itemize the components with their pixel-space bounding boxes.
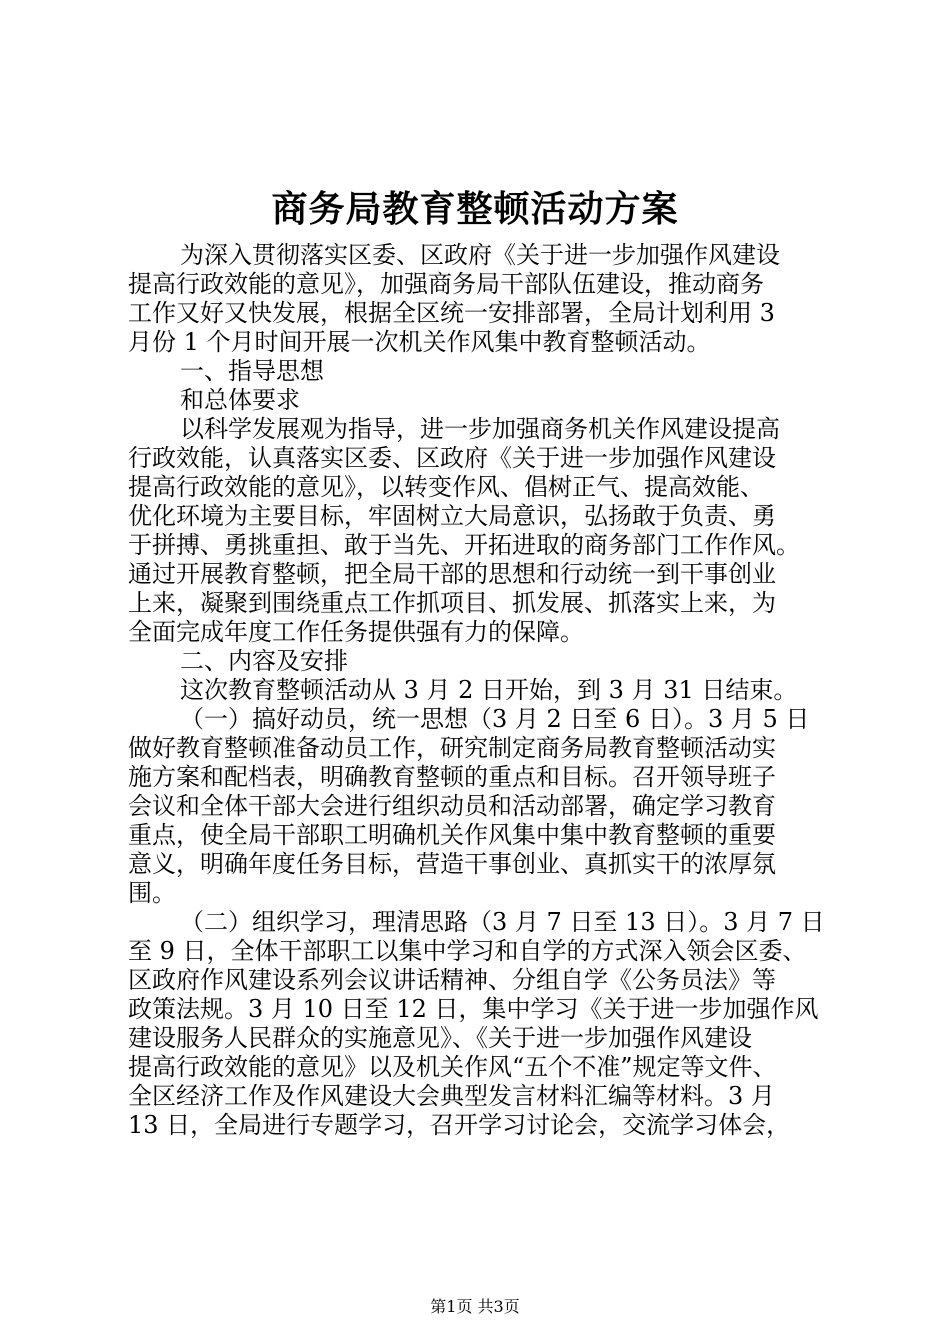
text-line: 会议和全体干部大会进行组织动员和活动部署，确定学习教育	[128, 792, 776, 820]
text-line: 通过开展教育整顿，把全局干部的思想和行动统一到干事创业	[128, 560, 776, 588]
text-line: （一）搞好动员，统一思想（3 月 2 日至 6 日）。3 月 5 日	[180, 705, 810, 733]
text-line: 政策法规。3 月 10 日至 12 日，集中学习《关于进一步加强作风	[128, 995, 819, 1023]
text-line: 13 日，全局进行专题学习，召开学习讨论会，交流学习体会，	[128, 1111, 791, 1139]
paragraph-schedule	[128, 676, 828, 705]
text-line: 二、内容及安排	[180, 647, 348, 675]
section-heading-content	[128, 647, 828, 676]
text-line: 全区经济工作及作风建设大会典型发言材料汇编等材料。3 月	[128, 1082, 775, 1110]
text-line: 至 9 日，全体干部职工以集中学习和自学的方式深入领会区委、	[128, 937, 807, 965]
section-heading-guiding	[128, 357, 828, 415]
text-line: 为深入贯彻落实区委、区政府《关于进一步加强作风建设	[180, 241, 780, 269]
text-line: 一、指导思想	[180, 357, 324, 385]
text-line: 于拼搏、勇挑重担、敢于当先、开拓进取的商务部门工作作风。	[128, 531, 800, 559]
text-line: 全面完成年度工作任务提供强有力的保障。	[128, 618, 584, 646]
text-line: 提高行政效能的意见》以及机关作风“五个不准”规定等文件、	[128, 1053, 777, 1081]
text-line: 和总体要求	[180, 386, 300, 414]
text-line: 提高行政效能的意见》，加强商务局干部队伍建设，推动商务	[128, 270, 764, 298]
text-line: 重点，使全局干部职工明确机关作风集中集中教育整顿的重要	[128, 821, 776, 849]
text-line: 施方案和配档表，明确教育整顿的重点和目标。召开领导班子	[128, 763, 776, 791]
paragraph-study	[128, 908, 828, 1140]
text-line: 工作又好又快发展，根据全区统一安排部署，全局计划利用 3	[128, 299, 775, 327]
paragraph-mobilize	[128, 705, 828, 908]
document-title: 商务局教育整顿活动方案	[271, 188, 679, 230]
text-line: 行政效能，认真落实区委、区政府《关于进一步加强作风建设	[128, 444, 776, 472]
text-line: 做好教育整顿准备动员工作，研究制定商务局教育整顿活动实	[128, 734, 776, 762]
text-line: 月份 1 个月时间开展一次机关作风集中教育整顿活动。	[128, 328, 711, 356]
paragraph-guiding	[128, 415, 828, 647]
text-line: 区政府作风建设系列会议讲话精神、分组自学《公务员法》等	[128, 966, 776, 994]
text-line: 提高行政效能的意见》，以转变作风、倡树正气、提高效能、	[128, 473, 764, 501]
paragraph-intro	[128, 241, 828, 357]
text-line: 围。	[128, 879, 176, 907]
text-line: 建设服务人民群众的实施意见》、《关于进一步加强作风建设	[128, 1024, 752, 1052]
text-line: （二）组织学习，理清思路（3 月 7 日至 13 日）。3 月 7 日	[180, 908, 825, 936]
text-line: 这次教育整顿活动从 3 月 2 日开始，到 3 月 31 日结束。	[180, 676, 798, 704]
page-footer: 第1页 共3页	[430, 1297, 520, 1316]
document-body	[128, 241, 828, 1140]
text-line: 上来，凝聚到围绕重点工作抓项目、抓发展、抓落实上来，为	[128, 589, 776, 617]
text-line: 意义，明确年度任务目标，营造干事创业、真抓实干的浓厚氛	[128, 850, 776, 878]
text-line: 优化环境为主要目标，牢固树立大局意识，弘扬敢于负责、勇	[128, 502, 776, 530]
text-line: 以科学发展观为指导，进一步加强商务机关作风建设提高	[180, 415, 780, 443]
